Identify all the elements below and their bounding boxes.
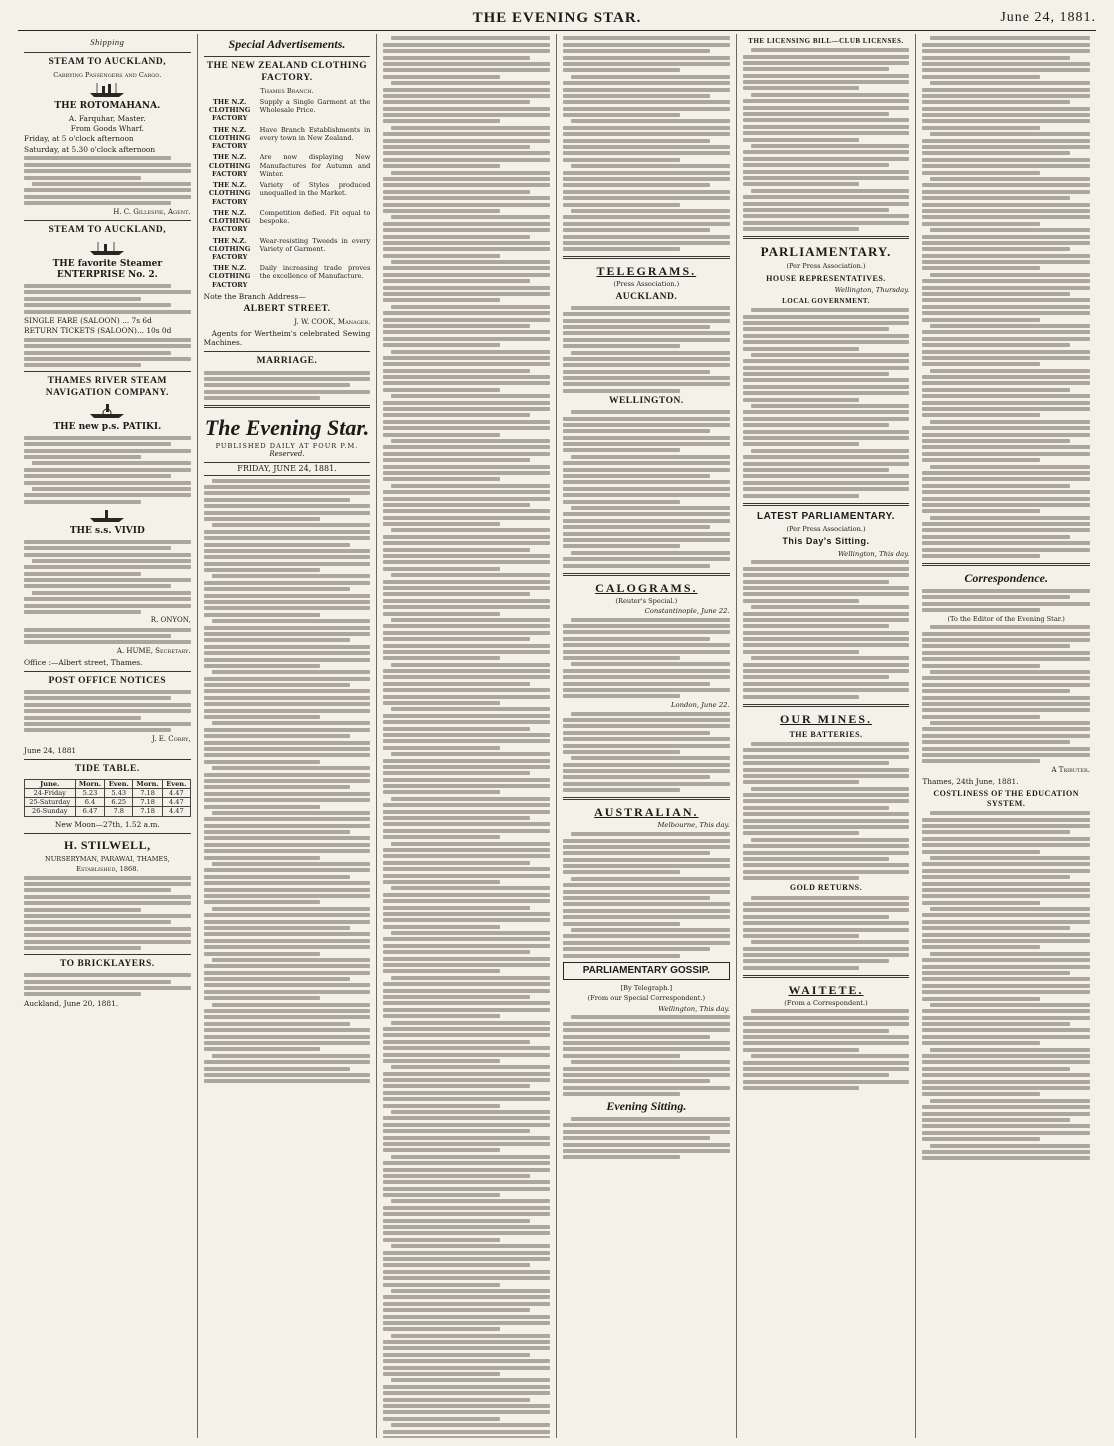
tide-cell: 4.47 — [163, 807, 191, 816]
factory-name: THE N.Z. CLOTHING FACTORY — [208, 236, 251, 261]
letter-signature: A Tributer. — [1051, 765, 1090, 774]
ad-heading: TO BRICKLAYERS. — [60, 958, 155, 969]
dateline-wellington-thursday: Wellington, Thursday. — [834, 285, 910, 294]
ad-line: Saturday, at 5.30 o'clock afternoon — [24, 144, 156, 154]
ad-date: Auckland, June 20, 1881. — [24, 998, 119, 1008]
section-correspondence: Correspondence. — [964, 571, 1048, 586]
dateline-wellington-gossip: Wellington, This day. — [658, 1004, 730, 1013]
ad-subheading: Carrying Passengers and Cargo. — [53, 70, 162, 79]
agent-signature: R. ONYON, — [150, 616, 191, 625]
dateline-wellington-day: Wellington, This day. — [837, 549, 910, 558]
ad-heading: STEAM TO AUCKLAND, — [48, 56, 167, 67]
tide-cell: 7.18 — [133, 798, 163, 807]
ad-heading: H. STILWELL, — [64, 837, 151, 852]
clothing-factory-row — [204, 153, 371, 178]
tide-cell: 4.47 — [163, 798, 191, 807]
parliamentary-byline: (Per Press Association.) — [786, 262, 866, 271]
ad-line: Friday, at 5 o'clock afternoon — [24, 134, 134, 144]
clothing-factory-row — [204, 237, 371, 262]
letter-date: Thames, 24th June, 1881. — [922, 776, 1019, 786]
section-latest-parliamentary: LATEST PARLIAMENTARY. — [757, 510, 895, 522]
publication-note: PUBLISHED DAILY AT FOUR P.M. — [215, 441, 359, 450]
editor-address: (To the Editor of the Evening Star.) — [947, 614, 1065, 623]
tide-cell: 26-Sunday — [25, 807, 76, 816]
clothing-factory-row — [204, 264, 371, 289]
local-government-heading: LOCAL GOVERNMENT. — [782, 297, 870, 306]
section-special-advertisements: Special Advertisements. — [228, 37, 346, 51]
tide-column-header: Even. — [105, 779, 133, 788]
fare-line: RETURN TICKETS (SALOON)... 10s 0d — [24, 326, 172, 336]
batteries-heading: THE BATTERIES. — [789, 729, 863, 739]
clothing-factory-row — [204, 181, 371, 206]
ad-subheading: NURSERYMAN, PARAWAI, THAMES, — [44, 854, 170, 863]
manager-signature: J. W. COOK, Manager. — [294, 318, 371, 327]
post-office-heading: POST OFFICE NOTICES — [48, 675, 167, 686]
column-advertisements — [198, 34, 378, 1438]
costliness-heading: COSTLINESS OF THE EDUCATION SYSTEM. — [933, 788, 1079, 808]
clothing-factory-row — [204, 126, 371, 151]
paddle-steamer-icon — [88, 402, 126, 420]
factory-claim: Supply a Single Garment at the Wholesale Price. — [259, 97, 371, 115]
marriage-heading: MARRIAGE. — [256, 356, 318, 367]
gold-returns-heading: GOLD RETURNS. — [789, 883, 863, 893]
secretary-signature: A. HUME, Secretary. — [116, 646, 191, 655]
ad-subheading: Established, 1868. — [76, 865, 139, 874]
tide-cell: 6.47 — [75, 807, 105, 816]
agents-note: Agents for Wertheim's celebrated Sewing Machines. — [203, 328, 371, 348]
factory-claim: Variety of Styles produced unequalled in the Market. — [259, 181, 371, 198]
evening-sitting-heading: Evening Sitting. — [606, 1099, 687, 1114]
masthead — [18, 8, 1096, 31]
reserved-note: Reserved. — [269, 449, 305, 458]
tide-table — [24, 779, 191, 817]
ad-subheading: Thames Branch. — [260, 86, 314, 95]
factory-name: THE N.Z. CLOTHING FACTORY — [208, 264, 251, 289]
tide-row — [25, 788, 191, 797]
licensing-heading: THE LICENSING BILL—CLUB LICENSES. — [748, 37, 904, 45]
calograms-byline: (Reuter's Special.) — [615, 596, 678, 605]
tide-column-header: Morn. — [133, 779, 163, 788]
ship-name: THE new p.s. PATIKI. — [53, 422, 162, 433]
section-shipping: Shipping — [90, 37, 125, 47]
section-parliamentary: PARLIAMENTARY. — [760, 244, 892, 260]
factory-name: THE N.Z. CLOTHING FACTORY — [208, 97, 251, 123]
issue-dateline: FRIDAY, JUNE 24, 1881. — [204, 462, 371, 476]
waitete-byline: (From a Correspondent.) — [784, 998, 868, 1007]
branch-address-heading: Note the Branch Address— — [203, 291, 306, 301]
tide-cell: 5.43 — [105, 788, 133, 797]
newspaper-title: THE EVENING STAR. — [472, 10, 642, 26]
column-news — [377, 34, 557, 1438]
section-calograms: CALOGRAMS. — [595, 580, 698, 595]
ad-heading: THE NEW ZEALAND CLOTHING FACTORY. — [206, 61, 368, 83]
section-waitete: WAITETE. — [788, 982, 864, 997]
tide-cell: 24-Friday — [25, 788, 76, 797]
ad-line: From Goods Wharf. — [70, 124, 144, 134]
tide-cell: 6.25 — [105, 798, 133, 807]
ship-name: THE favorite Steamer ENTERPRISE No. 2. — [52, 259, 163, 281]
tide-column-header: Even. — [163, 779, 191, 788]
tide-cell: 4.47 — [163, 788, 191, 797]
column-telegrams — [557, 34, 737, 1438]
fare-line: SINGLE FARE (SALOON) ... 7s 6d — [24, 315, 152, 325]
factory-name: THE N.Z. CLOTHING FACTORY — [208, 208, 251, 234]
office-address: Office :—Albert street, Thames. — [24, 657, 143, 667]
factory-claim: Daily increasing trade proves the excellence of Manufacture. — [259, 264, 371, 281]
tide-cell: 6.4 — [75, 798, 105, 807]
ad-heading: THAMES RIVER STEAM NAVIGATION COMPANY. — [45, 376, 169, 399]
clothing-factory-row — [204, 98, 371, 123]
column-correspondence — [916, 34, 1096, 1438]
steamship-icon — [88, 81, 126, 99]
branch-address: ALBERT STREET. — [243, 304, 331, 315]
tide-row — [25, 807, 191, 816]
tide-row — [25, 798, 191, 807]
factory-name: THE N.Z. CLOTHING FACTORY — [208, 153, 251, 178]
dateline-wellington: WELLINGTON. — [608, 395, 684, 406]
newspaper-logo: The Evening Star. — [204, 415, 370, 441]
postmaster-signature: J. E. Corry, — [152, 734, 191, 743]
gossip-byline: [By Telegraph.] — [620, 984, 673, 993]
house-heading: HOUSE REPRESENTATIVES. — [766, 273, 886, 283]
tide-cell: 7.8 — [105, 807, 133, 816]
column-parliamentary — [737, 34, 917, 1438]
tide-cell: 7.18 — [133, 807, 163, 816]
gossip-correspondent: (From our Special Correspondent.) — [587, 994, 706, 1003]
post-date: June 24, 1881 — [24, 745, 77, 755]
tide-table-heading: TIDE TABLE. — [74, 763, 140, 774]
days-sitting-heading: This Day's Sitting. — [782, 536, 870, 547]
section-our-mines: OUR MINES. — [779, 711, 872, 726]
tide-cell: 5.23 — [75, 788, 105, 797]
factory-claim: Have Branch Establishments in every town in New Zealand. — [259, 125, 371, 142]
dateline-london: London, June 22. — [671, 700, 730, 709]
ship-master: A. Farquhar, Master. — [68, 113, 146, 123]
latest-byline: (Per Press Association.) — [786, 525, 866, 534]
issue-date: June 24, 1881. — [1000, 10, 1096, 25]
section-parliamentary-gossip: PARLIAMENTARY GOSSIP. — [563, 962, 730, 981]
telegrams-byline: (Press Association.) — [613, 280, 680, 289]
section-telegrams: TELEGRAMS. — [596, 264, 697, 279]
tide-column-header: Morn. — [75, 779, 105, 788]
moon-phase: New Moon—27th, 1.52 a.m. — [54, 819, 160, 829]
dateline-melbourne: Melbourne, This day. — [657, 821, 730, 830]
tide-cell: 25-Saturday — [25, 798, 76, 807]
dateline-auckland: AUCKLAND. — [615, 291, 678, 302]
factory-claim: Wear-resisting Tweeds in every Variety of Garment. — [259, 236, 371, 253]
factory-name: THE N.Z. CLOTHING FACTORY — [208, 125, 251, 151]
clothing-factory-list — [204, 98, 371, 289]
tide-column-header: June. — [25, 779, 76, 788]
clothing-factory-row — [204, 209, 371, 234]
factory-claim: Are now displaying New Manufactures for Autumn and Winter. — [259, 153, 371, 178]
ship-name: THE ROTOMAHANA. — [54, 100, 161, 111]
tide-cell: 7.18 — [133, 788, 163, 797]
column-shipping — [18, 34, 198, 1438]
columns — [18, 34, 1096, 1438]
steamship-icon — [88, 239, 126, 257]
ad-heading: STEAM TO AUCKLAND, — [48, 225, 167, 236]
agent-signature: H. C. Gillespie, Agent. — [113, 207, 191, 216]
factory-name: THE N.Z. CLOTHING FACTORY — [208, 181, 251, 206]
section-australian: AUSTRALIAN. — [594, 805, 699, 820]
ship-name: THE s.s. VIVID — [69, 526, 145, 537]
factory-claim: Competition defied. Fit equal to bespoke. — [259, 208, 371, 226]
steamship-icon — [88, 506, 126, 524]
dateline-constantinople: Constantinople, June 22. — [644, 606, 730, 615]
